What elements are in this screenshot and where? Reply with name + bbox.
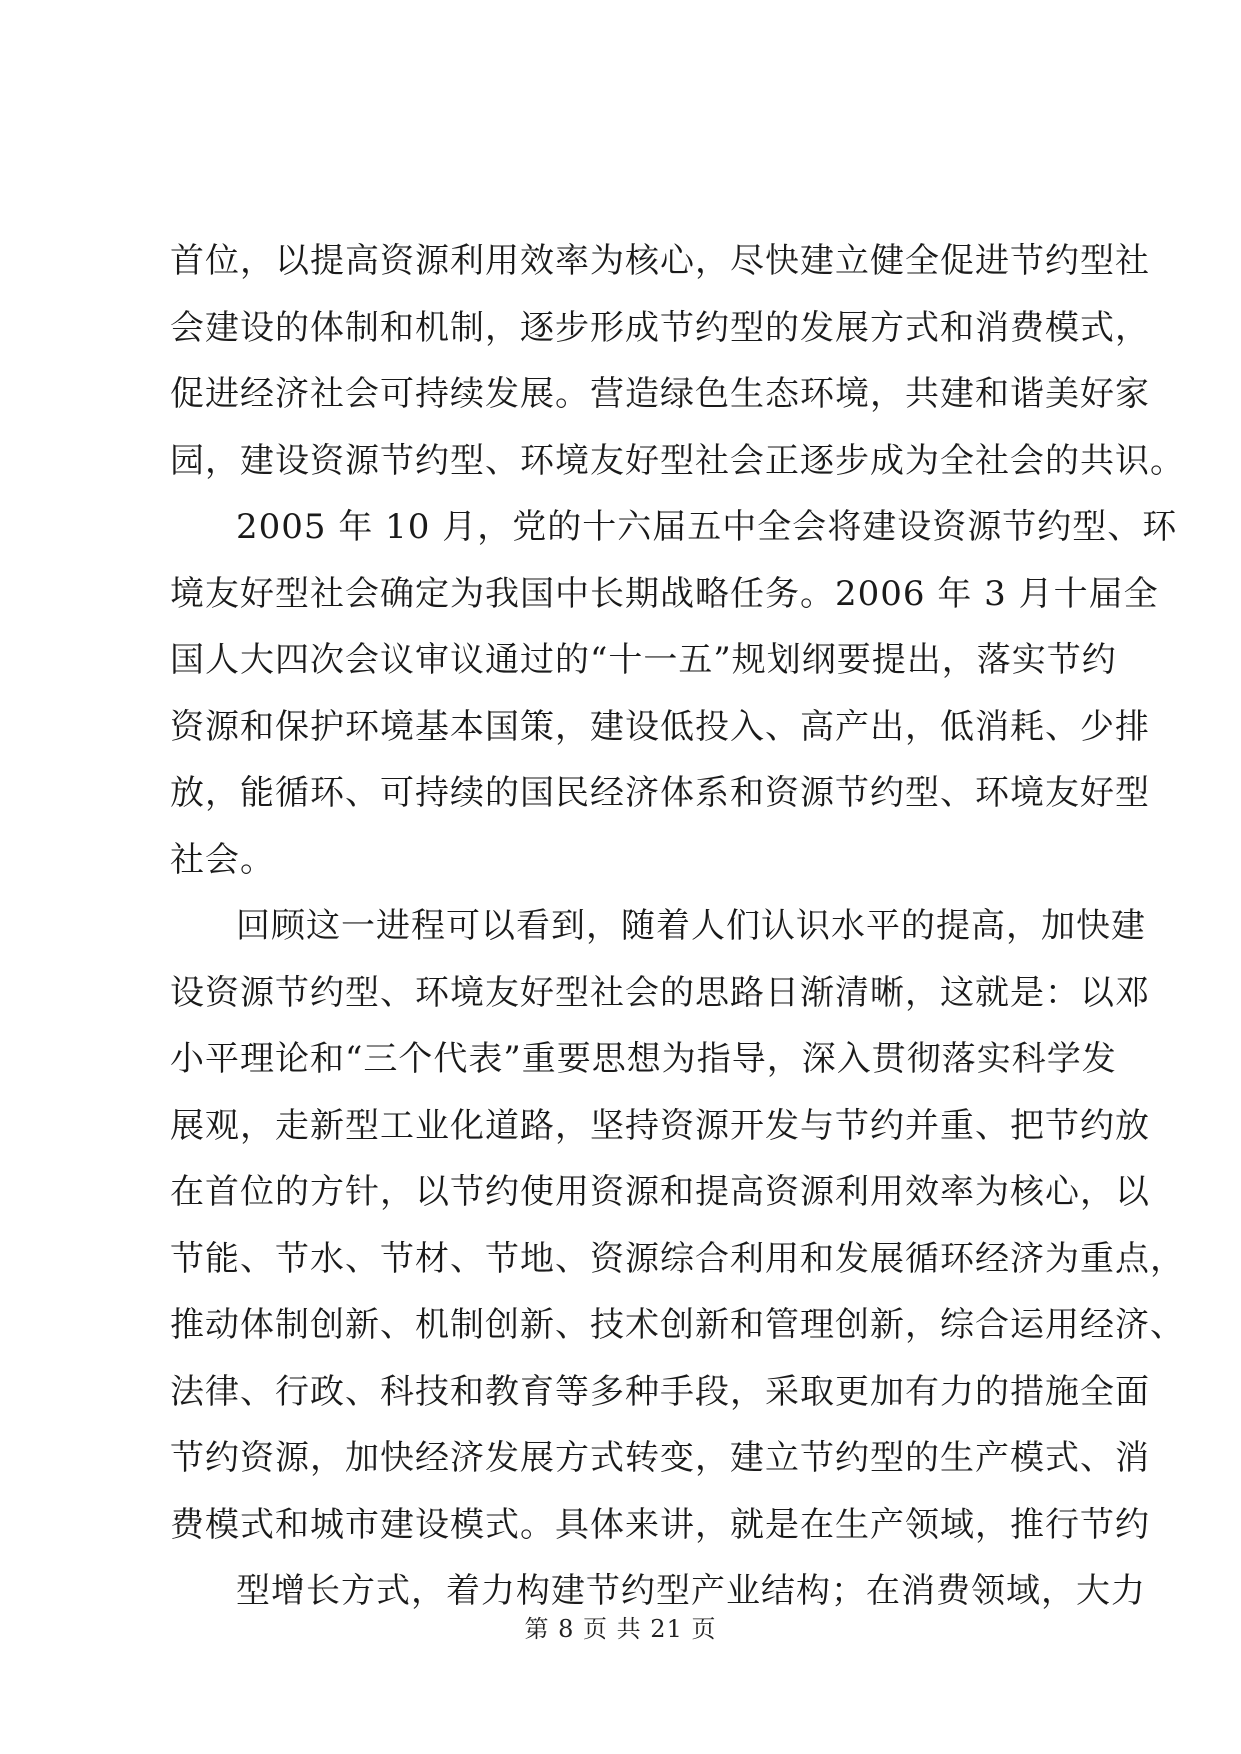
document-body [170,228,1185,1625]
paragraph-first-line: 回顾这一进程可以看到，随着人们认识水平的提高，加快建 [236,906,1146,946]
text-line: 会建设的体制和机制，逐步形成节约型的发展方式和消费模式， [170,307,1150,348]
page-number-footer: 第 8 页 共 21 页 [524,1615,717,1643]
text-line: 小平理论和“三个代表”重要思想为指导，深入贯彻落实科学发 [170,1039,1117,1079]
text-line: 境友好型社会确定为我国中长期战略任务。2006 年 3 月十届全 [170,573,1159,614]
text-line: 节能、节水、节材、节地、资源综合利用和发展循环经济为重点， [170,1238,1185,1279]
text-line: 费模式和城市建设模式。具体来讲，就是在生产领域，推行节约 [170,1504,1150,1545]
text-line: 法律、行政、科技和教育等多种手段，采取更加有力的措施全面 [170,1371,1150,1412]
text-line: 设资源节约型、环境友好型社会的思路日渐清晰，这就是：以邓 [170,972,1150,1013]
text-line: 国人大四次会议审议通过的“十一五”规划纲要提出，落实节约 [170,640,1117,680]
paragraph-last-line: 社会。 [170,839,275,880]
text-line: 在首位的方针，以节约使用资源和提高资源利用效率为核心，以 [170,1172,1150,1212]
text-line: 放，能循环、可持续的国民经济体系和资源节约型、环境友好型 [170,773,1150,813]
text-line: 节约资源，加快经济发展方式转变，建立节约型的生产模式、消 [170,1438,1150,1478]
text-line: 园，建设资源节约型、环境友好型社会正逐步成为全社会的共识。 [170,440,1185,481]
text-line: 展观，走新型工业化道路，坚持资源开发与节约并重、把节约放 [170,1105,1150,1146]
paragraph-first-line: 2005 年 10 月，党的十六届五中全会将建设资源节约型、环 [236,507,1178,547]
text-line: 资源和保护环境基本国策，建设低投入、高产出，低消耗、少排 [170,706,1150,747]
text-line: 型增长方式，着力构建节约型产业结构；在消费领域，大力 [236,1571,1146,1611]
text-line: 推动体制创新、机制创新、技术创新和管理创新，综合运用经济、 [170,1305,1185,1345]
text-line: 首位，以提高资源利用效率为核心，尽快建立健全促进节约型社 [170,241,1150,281]
text-line: 促进经济社会可持续发展。营造绿色生态环境，共建和谐美好家 [170,374,1150,414]
